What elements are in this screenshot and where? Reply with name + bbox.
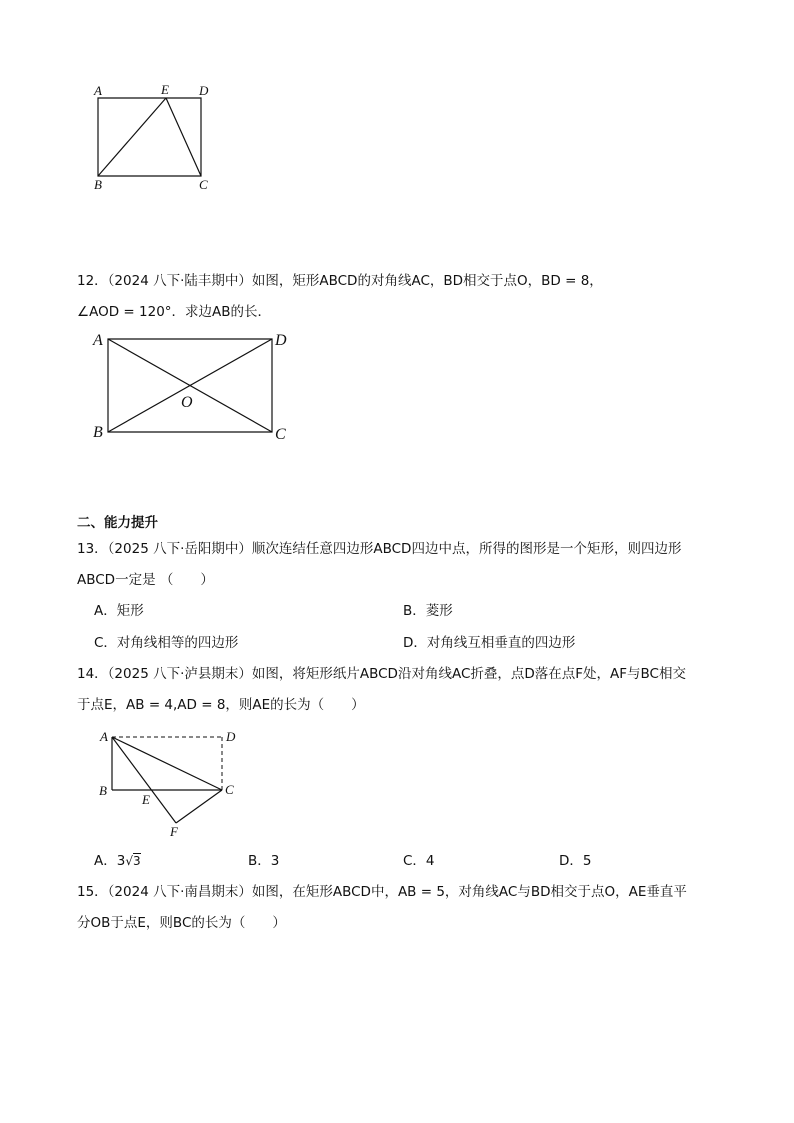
segment-fc	[176, 790, 222, 823]
q15-line1: 15．（2024 八下·南昌期末）如图，在矩形ABCD中，AB = 5，对角线AC与BD相交于点O，AE垂直平	[77, 884, 687, 900]
q14-option-d[interactable]: D．5	[559, 853, 592, 869]
q14-option-b[interactable]: B．3	[248, 853, 280, 869]
figure-folded-rectangle	[95, 726, 245, 844]
label-a-14: A	[100, 729, 108, 744]
q15-line2: 分OB于点E，则BC的长为（ ）	[77, 915, 286, 931]
label-a: A	[94, 83, 102, 98]
q13-option-b[interactable]: B．菱形	[403, 603, 453, 619]
q14-option-a-prefix: A．3	[94, 853, 126, 869]
label-b: B	[94, 177, 102, 192]
label-e-14: E	[142, 792, 150, 807]
figure-rectangle-diagonals	[88, 328, 300, 448]
rect-abcd	[98, 98, 201, 176]
label-o-12: O	[181, 394, 193, 411]
label-e: E	[161, 82, 169, 97]
sqrt-sign: √	[125, 854, 133, 868]
q14-option-a[interactable]	[94, 852, 141, 870]
q14-option-c[interactable]: C．4	[403, 853, 435, 869]
label-c: C	[199, 177, 208, 192]
section-title: 二、能力提升	[77, 515, 158, 531]
q14-option-a-root: 3	[132, 854, 141, 868]
label-f-14: F	[170, 824, 178, 839]
diagonal-ac-14	[112, 737, 222, 790]
q13-option-a[interactable]: A．矩形	[94, 603, 144, 619]
q13-line2: ABCD一定是 （ ）	[77, 572, 214, 588]
label-c-14: C	[225, 782, 234, 797]
label-b-14: B	[99, 783, 107, 798]
segment-be	[98, 98, 166, 176]
label-d: D	[199, 83, 209, 98]
q14-line2: 于点E，AB = 4,AD = 8，则AE的长为（ ）	[77, 697, 365, 713]
figure-rectangle-abcd-e	[88, 82, 218, 194]
label-a-12: A	[93, 332, 103, 349]
q13-option-c[interactable]: C．对角线相等的四边形	[94, 635, 239, 651]
label-b-12: B	[93, 424, 103, 441]
q12-line2: ∠AOD = 120°．求边AB的长．	[77, 304, 272, 320]
label-d-14: D	[226, 729, 236, 744]
q13-option-d[interactable]: D．对角线互相垂直的四边形	[403, 635, 576, 651]
q14-line1: 14．（2025 八下·泸县期末）如图，将矩形纸片ABCD沿对角线AC折叠，点D落在点F处，AF与BC相交	[77, 666, 686, 682]
q13-line1: 13．（2025 八下·岳阳期中）顺次连结任意四边形ABCD四边中点，所得的图形是一个矩形，则四边形	[77, 541, 682, 557]
label-c-12: C	[275, 426, 286, 443]
segment-ec	[166, 98, 201, 176]
segment-af	[112, 737, 176, 823]
label-d-12: D	[275, 332, 287, 349]
q12-line1: 12．（2024 八下·陆丰期中）如图，矩形ABCD的对角线AC，BD相交于点O，BD = 8，	[77, 273, 603, 289]
